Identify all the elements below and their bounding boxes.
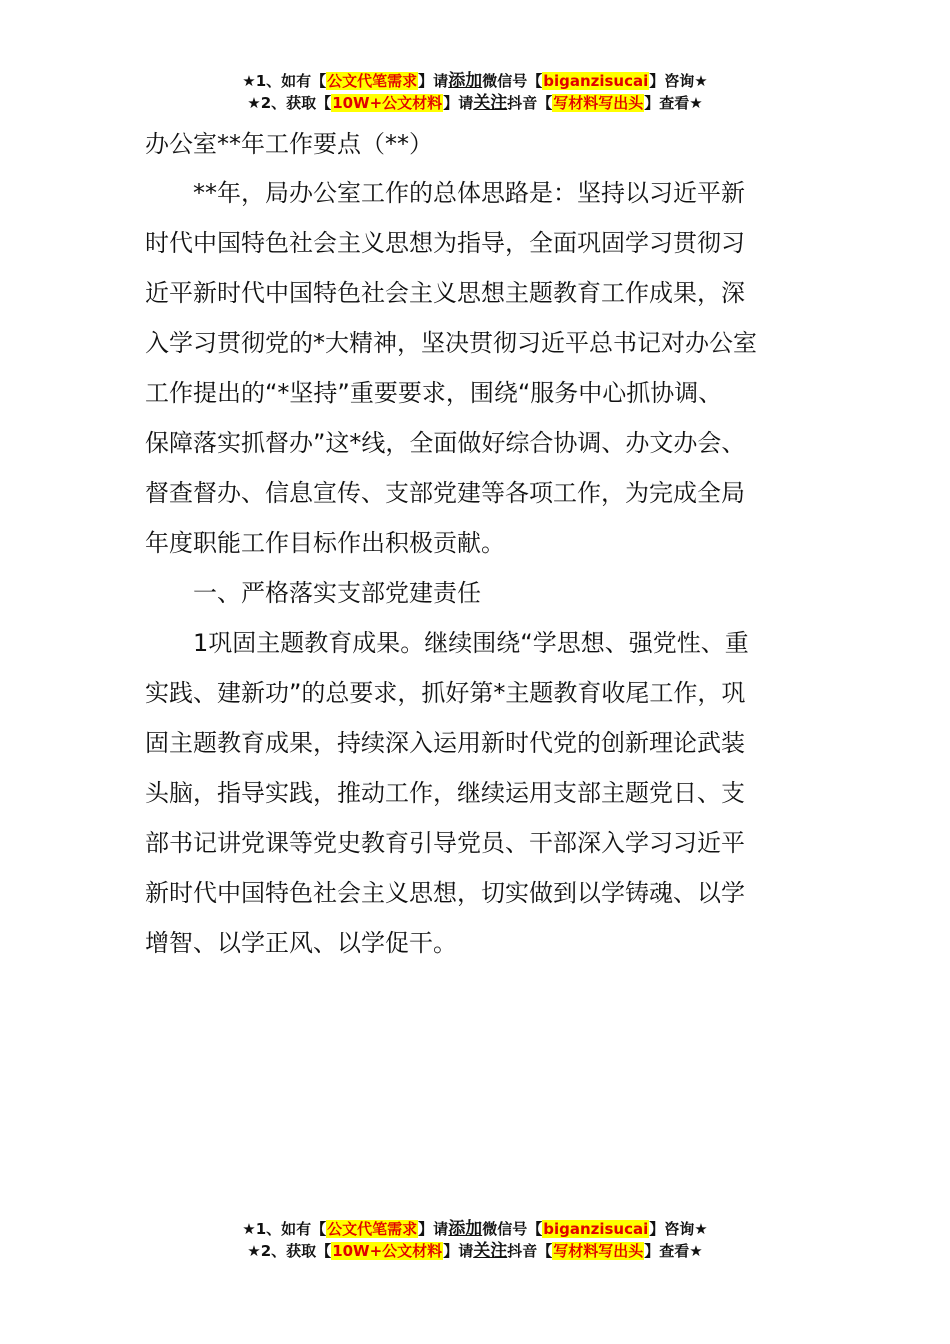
- promo-text: 】查看★: [644, 1242, 703, 1260]
- promo-text: 】查看★: [644, 94, 703, 112]
- text-line: 督查督办、信息宣传、支部党建等各项工作，为完成全局: [145, 479, 745, 507]
- paragraph-item-1: [145, 618, 807, 968]
- paragraph-overview: [145, 168, 807, 568]
- underlined-action: 添加: [448, 1219, 483, 1239]
- promo-line-1: [0, 70, 950, 92]
- promo-text: 】咨询★: [649, 1220, 708, 1238]
- underlined-action: 关注: [473, 1241, 508, 1261]
- footer-promo-banner: [0, 1218, 950, 1262]
- promo-text: 】请: [443, 94, 474, 112]
- text-line: 头脑，指导实践，推动工作，继续运用支部主题党日、支: [145, 779, 745, 807]
- promo-text: ★1、如有【: [242, 72, 327, 90]
- highlight-wechat-id: biganzisucai: [543, 1220, 649, 1238]
- highlight-douyin-account: 写材料写出头: [553, 1242, 644, 1260]
- text-line: 年度职能工作目标作出积极贡献。: [145, 529, 505, 557]
- underlined-action: 关注: [473, 93, 508, 113]
- text-line: 增智、以学正风、以学促干。: [145, 929, 457, 957]
- promo-text: 抖音【: [507, 1242, 553, 1260]
- text-line: 近平新时代中国特色社会主义思想主题教育工作成果，深: [145, 279, 745, 307]
- text-line: **年，局办公室工作的总体思路是：坚持以习近平新: [193, 179, 745, 207]
- highlight-service: 公文代笔需求: [327, 72, 418, 90]
- promo-text: ★2、获取【: [247, 94, 332, 112]
- promo-text: ★2、获取【: [247, 1242, 332, 1260]
- promo-text: 】请: [418, 72, 449, 90]
- text-line: 保障落实抓督办”这*线，全面做好综合协调、办文办会、: [145, 429, 746, 457]
- promo-line-2: [0, 1240, 950, 1262]
- highlight-materials: 10W+公文材料: [332, 1242, 443, 1260]
- promo-text: 】请: [443, 1242, 474, 1260]
- highlight-wechat-id: biganzisucai: [543, 72, 649, 90]
- promo-text: 】请: [418, 1220, 449, 1238]
- text-line: 入学习贯彻党的*大精神，坚决贯彻习近平总书记对办公室: [145, 329, 757, 357]
- document-body: [145, 124, 807, 968]
- promo-text: 抖音【: [507, 94, 553, 112]
- highlight-service: 公文代笔需求: [327, 1220, 418, 1238]
- promo-text: 微信号【: [482, 72, 543, 90]
- promo-line-2: [0, 92, 950, 114]
- highlight-materials: 10W+公文材料: [332, 94, 443, 112]
- text-line: 新时代中国特色社会主义思想，切实做到以学铸魂、以学: [145, 879, 745, 907]
- header-promo-banner: [0, 70, 950, 114]
- promo-text: 微信号【: [482, 1220, 543, 1238]
- promo-text: 】咨询★: [649, 72, 708, 90]
- underlined-action: 添加: [448, 71, 483, 91]
- text-line: 时代中国特色社会主义思想为指导，全面巩固学习贯彻习: [145, 229, 745, 257]
- text-line: 1巩固主题教育成果。继续围绕“学思想、强党性、重: [193, 629, 749, 657]
- text-line: 工作提出的“*坚持”重要要求，围绕“服务中心抓协调、: [145, 379, 723, 407]
- text-line: 固主题教育成果，持续深入运用新时代党的创新理论武装: [145, 729, 745, 757]
- section-heading: 一、严格落实支部党建责任: [193, 579, 481, 607]
- text-line: 部书记讲党课等党史教育引导党员、干部深入学习习近平: [145, 829, 745, 857]
- promo-line-1: [0, 1218, 950, 1240]
- highlight-douyin-account: 写材料写出头: [553, 94, 644, 112]
- promo-text: ★1、如有【: [242, 1220, 327, 1238]
- text-line: 实践、建新功”的总要求，抓好第*主题教育收尾工作，巩: [145, 679, 746, 707]
- document-title: 办公室**年工作要点（**）: [145, 130, 433, 158]
